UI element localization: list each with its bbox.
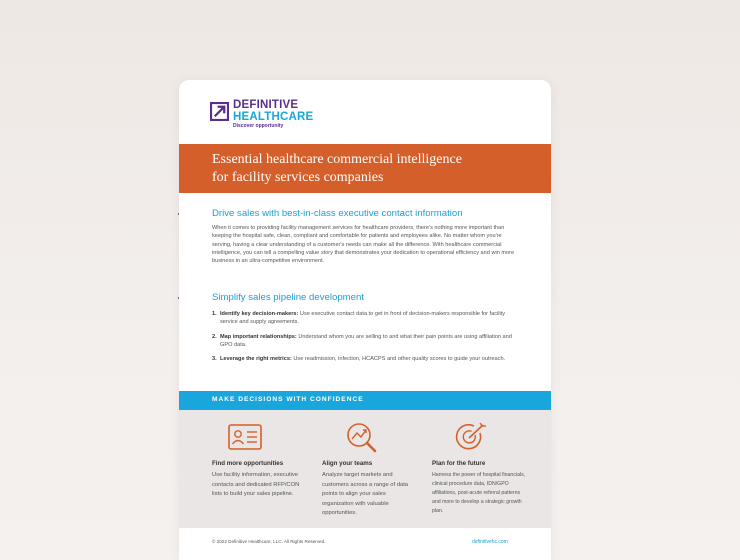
logo-line-2: HEALTHCARE — [233, 110, 314, 123]
page-title-line-1: Essential healthcare commercial intelligence — [212, 152, 462, 167]
page-title-line-2: for facility services companies — [212, 170, 384, 185]
document-page — [179, 80, 551, 560]
list-item-bold: Leverage the right metrics: — [220, 356, 292, 363]
steps-list — [212, 310, 522, 369]
feature-title: Find more opportunities — [212, 460, 284, 467]
feature-description: Analyze target markets and customers across a range of data points to align your sales organization with valuable opportunities. — [322, 472, 409, 517]
logo-tagline: Discover opportunity — [233, 123, 284, 129]
section-heading: Drive sales with best-in-class executive contact information — [212, 208, 463, 219]
trend-magnifier-icon — [344, 421, 380, 453]
target-arrow-icon — [454, 421, 490, 453]
section-heading: Simplify sales pipeline development — [212, 292, 364, 303]
title-banner — [179, 144, 551, 193]
list-item — [212, 333, 522, 350]
feature-title: Plan for the future — [432, 460, 486, 467]
list-number: 2. — [212, 333, 217, 340]
section-body: When it comes to providing facility management services for healthcare providers, there's nothing more important than keeping the hospital safe, clean, compliant and comfortable for patients and employees alike. No matter whom you're serving, having a clear understanding of a customer's needs can make all the difference. With healthcare commercial intelligence, you can tell a compelling value story that demonstrates your dedication to operational efficiency and win more business in an ultra-competitive environment. — [212, 225, 515, 265]
copyright-text: © 2022 Definitive Healthcare, LLC. All Rights Reserved. — [212, 539, 326, 544]
list-item-text: Use readmission, infection, HCACPS and other quality scores to guide your outreach. — [291, 356, 506, 363]
page-title — [212, 151, 532, 187]
feature-title: Align your teams — [322, 460, 373, 467]
list-item-text: Use executive contact data to get in front of decision-makers responsible for facility service and supply agreements. — [220, 311, 506, 326]
list-number: 1. — [212, 311, 217, 317]
confidence-banner — [179, 391, 551, 410]
contact-card-icon — [227, 421, 263, 453]
logo-line-1: DEFINITIVE — [233, 99, 299, 111]
feature-description: Use facility information, executive contacts and dedicated RFP/CON lists to build your sales pipeline. — [212, 472, 300, 498]
list-item-text: Understand whom you are selling to and what their pain points are using affiliation and GPO data. — [220, 333, 512, 348]
brand-logo — [210, 100, 313, 129]
list-item-bold: Map important relationships: — [220, 333, 297, 340]
feature-columns — [179, 410, 551, 528]
website-link[interactable]: definitivehc.com — [472, 539, 508, 545]
feature-description: Harness the power of hospital financials, clinical procedure data, IDN/GPO affiliations, post-acute referral patterns and more to develop a strategic growth plan. — [432, 472, 526, 514]
list-item-bold: Identify key decision-makers: — [220, 311, 299, 317]
list-item — [212, 310, 522, 327]
list-item — [212, 355, 522, 363]
list-number: 3. — [212, 356, 217, 363]
confidence-heading: MAKE DECISIONS WITH CONFIDENCE — [212, 396, 364, 403]
logo-mark-icon — [210, 102, 229, 121]
